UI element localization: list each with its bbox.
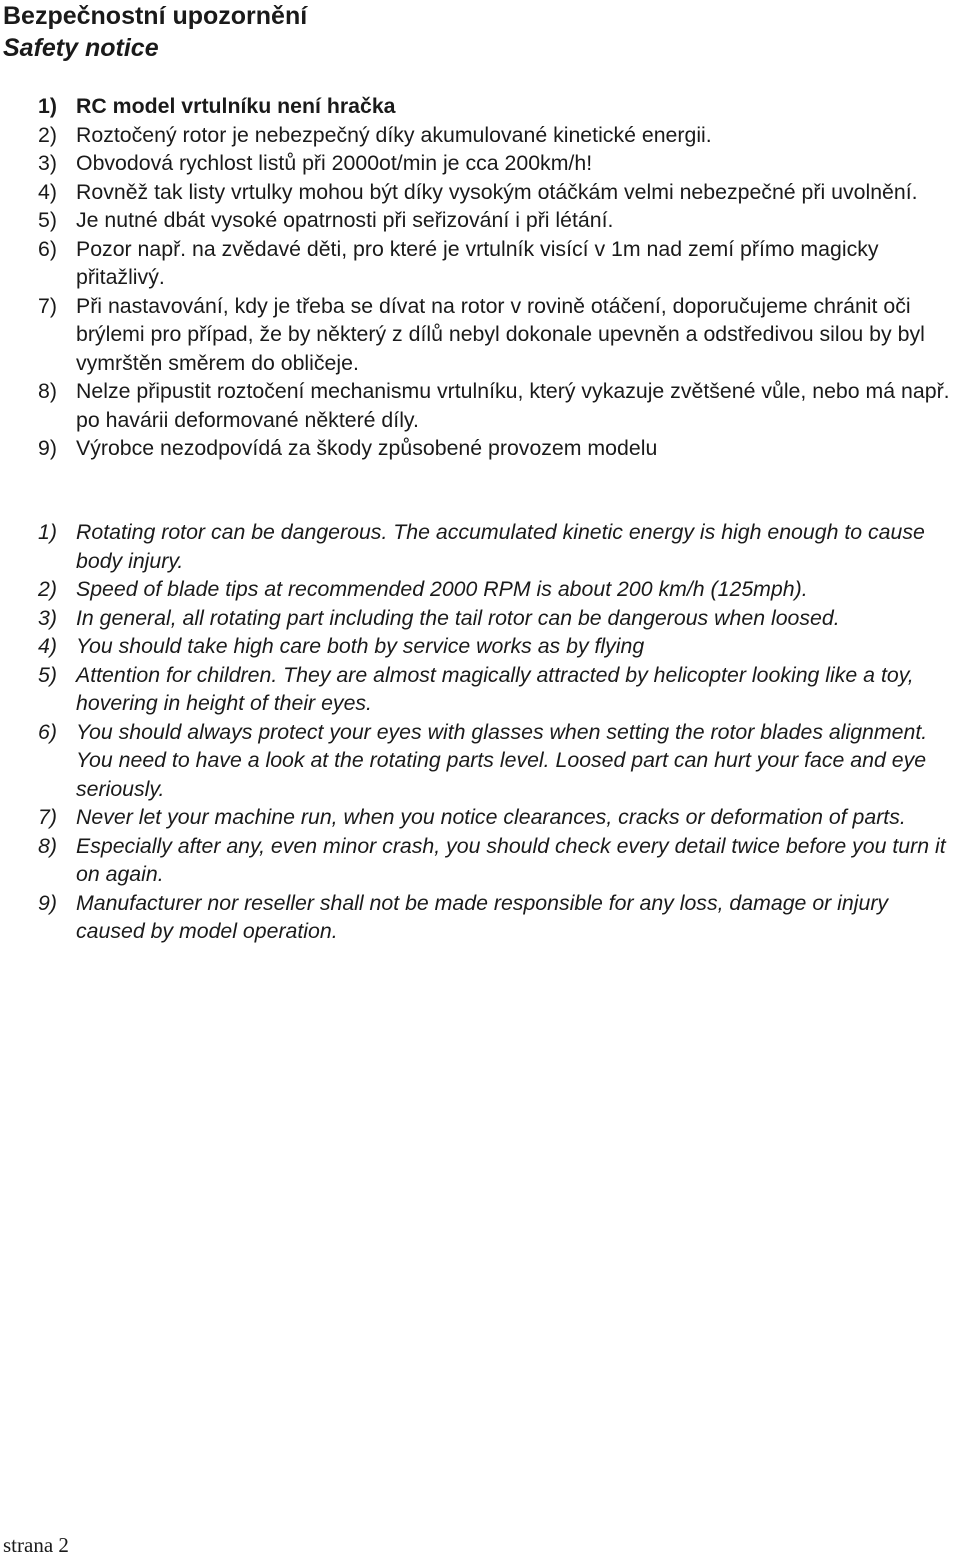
list-item [38, 518, 953, 575]
list-item [38, 178, 953, 207]
page-title: Bezpečnostní upozornění [3, 2, 308, 30]
item-text: Speed of blade tips at recommended 2000 RPM is about 200 km/h (125mph). [76, 577, 808, 601]
list-item [38, 149, 953, 178]
list-item [38, 604, 953, 633]
list-item [38, 889, 953, 946]
list-item [38, 292, 953, 378]
item-number: 3) [38, 605, 57, 630]
czech-safety-list [38, 92, 953, 463]
item-number: 7) [38, 293, 57, 318]
item-text: Especially after any, even minor crash, you should check every detail twice before you turn it on again. [76, 833, 946, 886]
item-text: You should take high care both by service works as by flying [76, 634, 645, 658]
item-number: 3) [38, 151, 57, 175]
item-number: 2) [38, 122, 57, 147]
item-text: Rotating rotor can be dangerous. The accumulated kinetic energy is high enough to cause body injury. [76, 520, 925, 573]
item-text: Nelze připustit roztočení mechanismu vrtulníku, který vykazuje zvětšené vůle, nebo má např. po havárii deformované některé díly. [76, 379, 950, 432]
list-item [38, 832, 953, 889]
item-number: 1) [38, 94, 57, 118]
list-item [38, 718, 953, 804]
item-text: You should always protect your eyes with glasses when setting the rotor blades alignment. You need to have a look at the rotating parts level. Loosed part can hurt your face and eye seriously. [76, 719, 928, 801]
item-number: 9) [38, 436, 57, 460]
list-item [38, 661, 953, 718]
item-text: Roztočený rotor je nebezpečný díky akumulované kinetické energii. [76, 122, 712, 147]
item-text: Attention for children. They are almost magically attracted by helicopter looking like a toy, hovering in height of their eyes. [76, 662, 914, 715]
item-number: 1) [38, 520, 57, 544]
item-text: Výrobce nezodpovídá za škody způsobené provozem modelu [76, 436, 658, 460]
item-text: Rovněž tak listy vrtulky mohou být díky vysokým otáčkám velmi nebezpečné při uvolnění. [76, 179, 918, 204]
item-number: 8) [38, 379, 57, 403]
item-number: 9) [38, 890, 57, 915]
list-item [38, 575, 953, 604]
item-text: Never let your machine run, when you notice clearances, cracks or deformation of parts. [76, 805, 906, 829]
list-item [38, 92, 953, 121]
item-text: Obvodová rychlost listů při 2000ot/min je cca 200km/h! [76, 151, 593, 175]
item-number: 5) [38, 662, 57, 687]
list-item [38, 121, 953, 150]
list-item [38, 434, 953, 463]
item-text: Při nastavování, kdy je třeba se dívat na rotor v rovině otáčení, doporučujeme chránit oči brýlemi pro případ, že by některý z dílů nebyl dokonale upevněn a odstředivou silou by byl vymrštěn směrem do obličeje. [76, 293, 925, 375]
list-item [38, 803, 953, 832]
item-text: In general, all rotating part including the tail rotor can be dangerous when loosed. [76, 605, 840, 630]
list-item [38, 632, 953, 661]
item-text: RC model vrtulníku není hračka [76, 94, 396, 118]
list-item [38, 206, 953, 235]
page-subtitle: Safety notice [3, 34, 159, 62]
item-text: Pozor např. na zvědavé děti, pro které je vrtulník visící v 1m nad zemí přímo magicky přitažlivý. [76, 236, 879, 289]
item-number: 6) [38, 236, 57, 261]
item-number: 8) [38, 833, 57, 858]
item-number: 2) [38, 577, 57, 601]
item-number: 6) [38, 719, 57, 744]
item-number: 7) [38, 805, 57, 829]
item-number: 4) [38, 634, 57, 658]
item-number: 4) [38, 179, 57, 204]
page-number: strana 2 [3, 1533, 69, 1557]
list-item [38, 235, 953, 292]
item-number: 5) [38, 208, 57, 232]
item-text: Manufacturer nor reseller shall not be made responsible for any loss, damage or injury caused by model operation. [76, 890, 889, 943]
english-safety-list [38, 518, 953, 946]
list-item [38, 377, 953, 434]
item-text: Je nutné dbát vysoké opatrnosti při seřizování i při létání. [76, 208, 614, 232]
